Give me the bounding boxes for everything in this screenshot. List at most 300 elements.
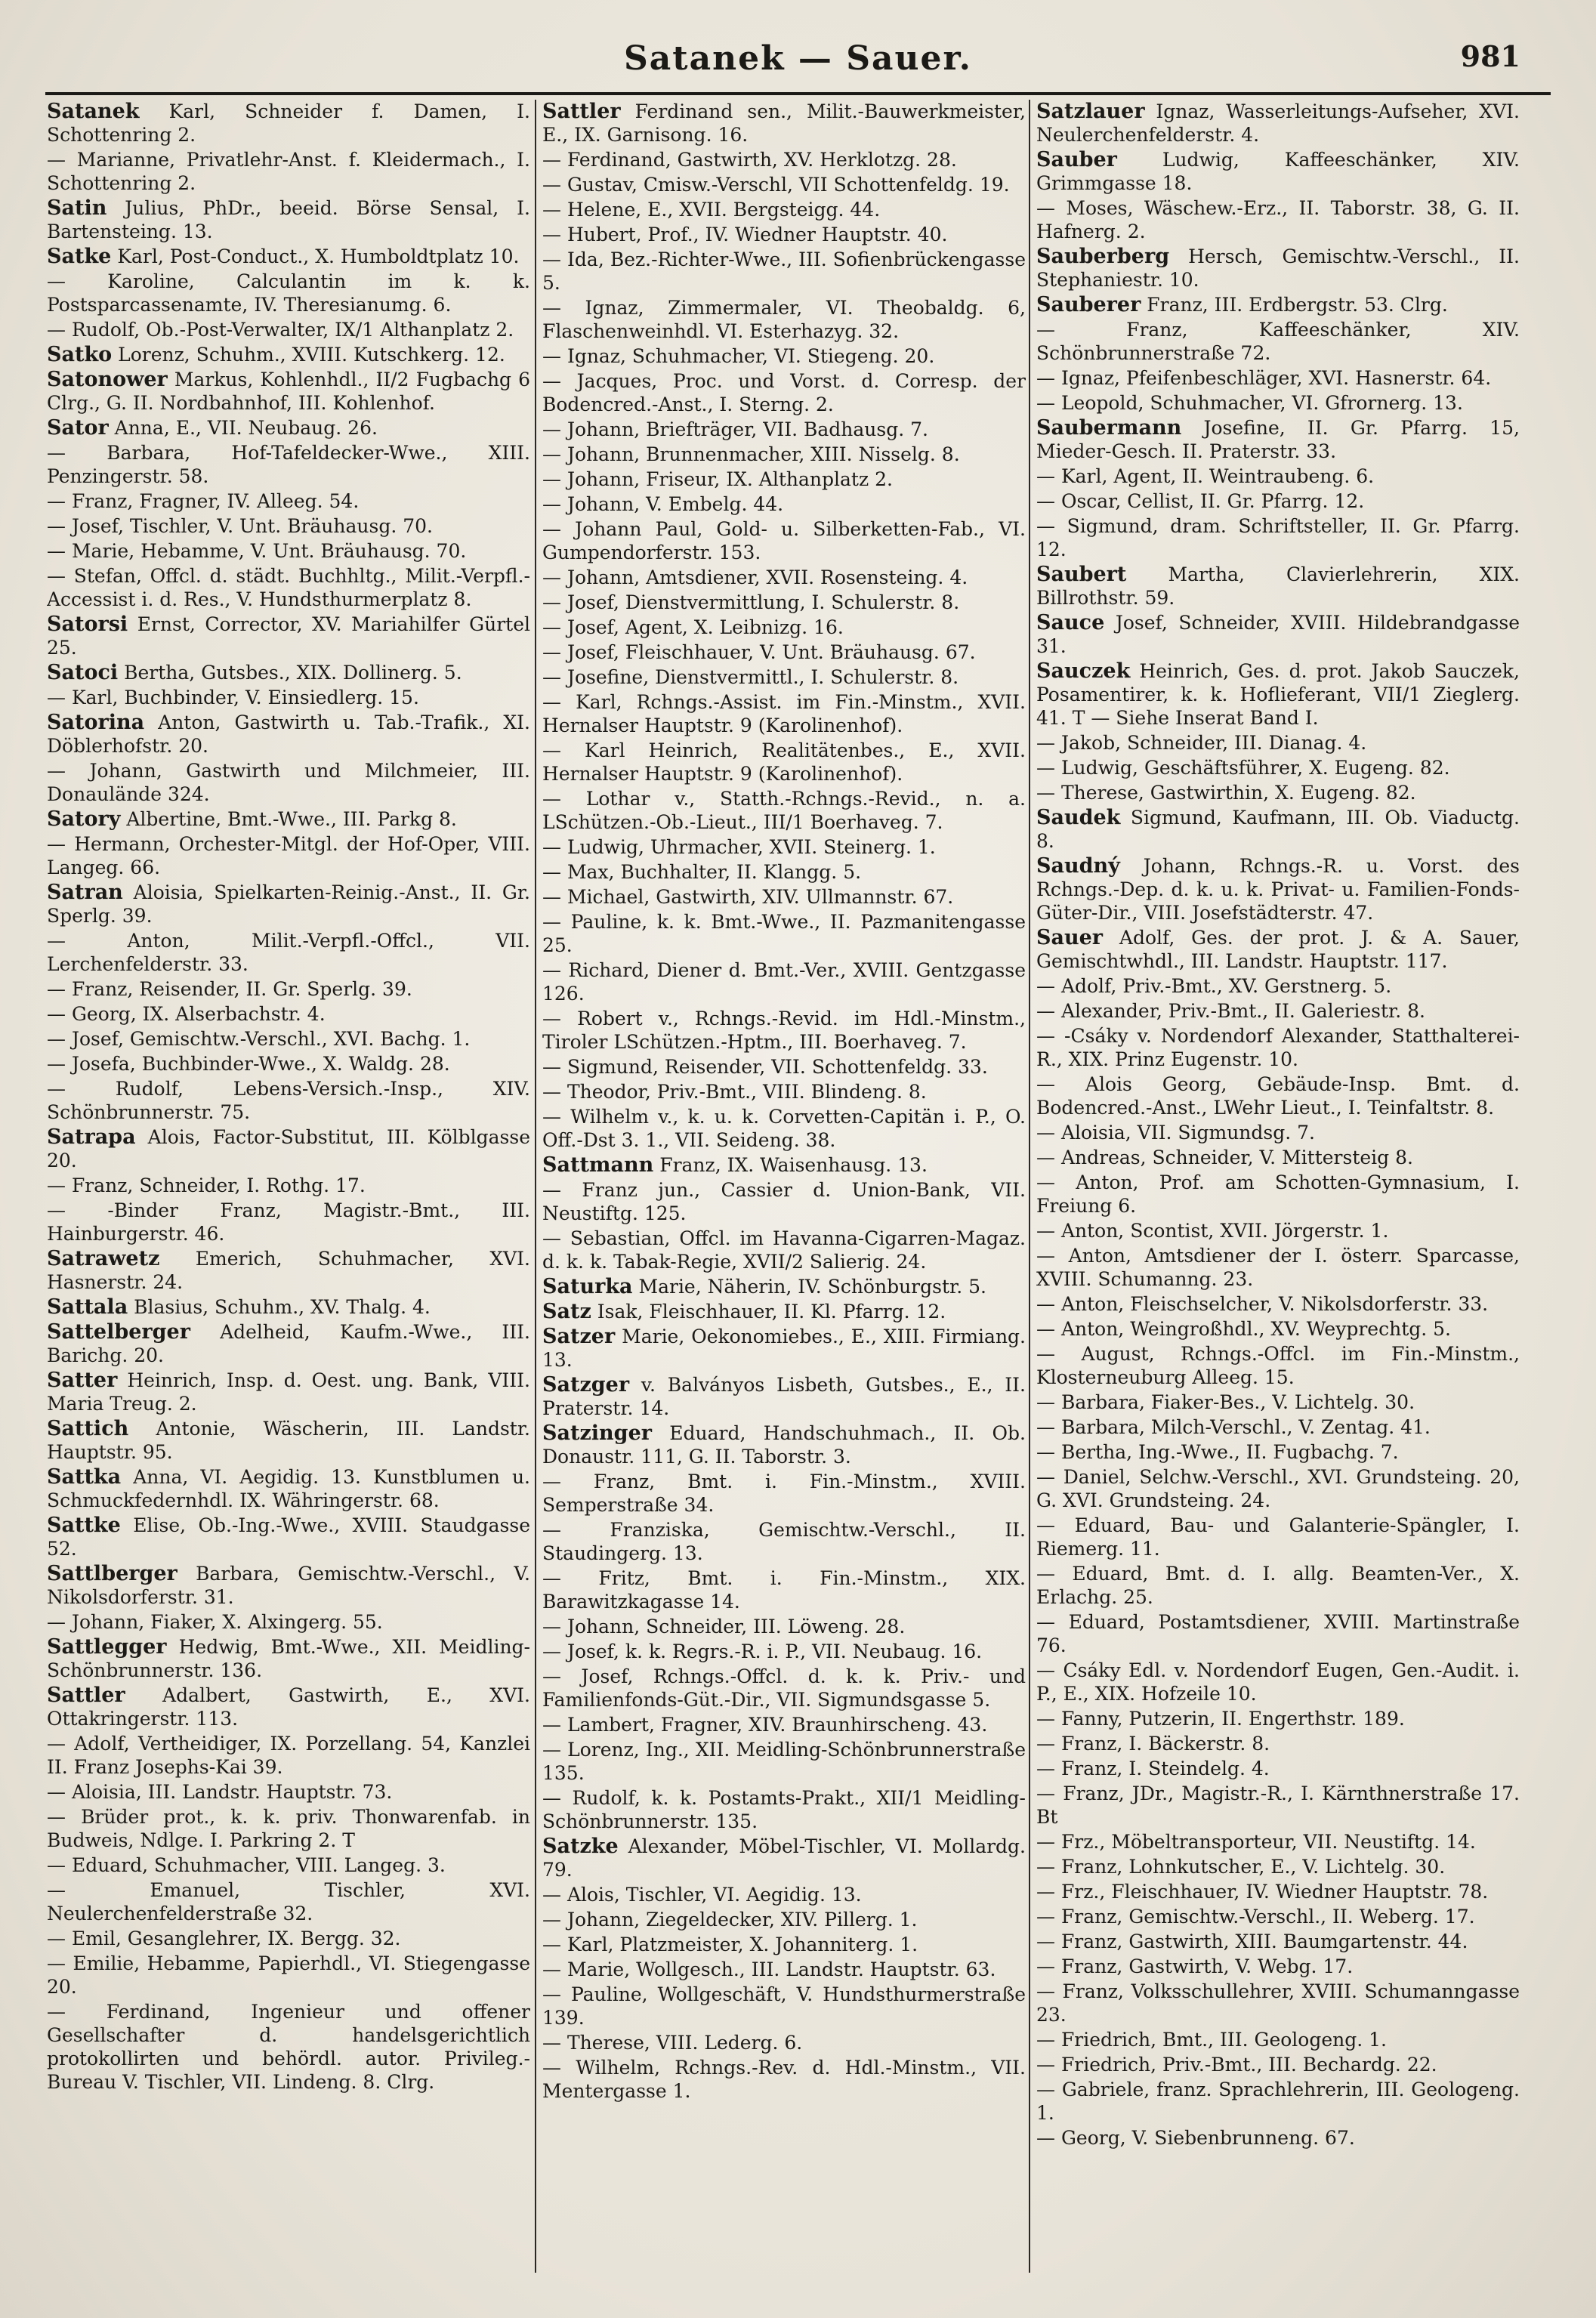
directory-entry — [1036, 1292, 1520, 1316]
directory-entry — [542, 100, 1026, 147]
entry-surname: Sattmann — [542, 1153, 654, 1177]
entry-surname: Sattlberger — [47, 1562, 178, 1585]
directory-entry — [542, 739, 1026, 786]
entry-surname: Sattka — [47, 1465, 122, 1489]
entry-text: Josef, k. k. Regrs.-R. i. P., VII. Neubaug. 16. — [566, 1641, 983, 1662]
entry-text: Johann, Fiaker, X. Alxingerg. 55. — [71, 1611, 383, 1633]
entry-text: Johann, V. Embelg. 44. — [566, 493, 784, 515]
page-header — [45, 39, 1551, 92]
directory-entry — [1036, 2078, 1520, 2125]
directory-entry — [542, 1615, 1026, 1638]
entry-text: Emilie, Hebamme, Papierhdl., VI. Stiegengasse 20. — [47, 1952, 530, 1998]
page-title: Satanek — Sauer. — [624, 39, 972, 78]
entry-text: Marie, Näherin, IV. Schönburgstr. 5. — [638, 1276, 986, 1298]
directory-entry — [1036, 148, 1520, 195]
entry-text: Josef, Agent, X. Leibnizg. 16. — [566, 616, 844, 638]
entry-text: Adolf, Vertheidiger, IX. Porzellang. 54, Kanzlei II. Franz Josephs-Kai 39. — [47, 1733, 530, 1778]
entry-text: Johann, Amtsdiener, XVII. Rosensteing. 4. — [566, 566, 968, 588]
directory-entry — [1036, 1244, 1520, 1291]
entry-text: Anna, E., VII. Neubaug. 26. — [114, 417, 378, 439]
entry-surname: Sattlegger — [47, 1635, 167, 1659]
entry-text: Anton, Gastwirth u. Tab.-Trafik., XI. Döblerhofstr. 20. — [47, 711, 530, 757]
directory-entry — [47, 1077, 530, 1124]
entry-text: Emil, Gesanglehrer, IX. Bergg. 32. — [71, 1928, 401, 1949]
entry-text: Richard, Diener d. Bmt.-Ver., XVIII. Gentzgasse 126. — [542, 959, 1026, 1005]
entry-text: Josef, Dienstvermittlung, I. Schulerstr. 8. — [566, 591, 960, 613]
entry-surname: Sattler — [47, 1684, 125, 1707]
entry-text: Ferdinand sen., Milit.-Bauwerkmeister, E., IX. Garnisong. 16. — [542, 100, 1026, 146]
directory-entry — [47, 2000, 530, 2094]
entry-text: Ferdinand, Ingenieur und offener Gesellschafter d. handelsgerichtlich protokollirten und behördl. autor. Privileg.-Bureau V. Tischler, VII. Lindeng. 8. Clrg. — [47, 2001, 530, 2093]
entry-text: August, Rchngs.-Offcl. im Fin.-Minstm., Klosterneuburg Alleeg. 15. — [1036, 1343, 1520, 1388]
entry-text: Johann, Rchngs.-R. u. Vorst. des Rchngs.-Dep. d. k. u. k. Privat- u. Familien-Fonds-Güter-Dir., VIII. Josefstädterstr. 47. — [1036, 855, 1520, 924]
entry-text: Ignaz, Schuhmacher, VI. Stiegeng. 20. — [566, 345, 935, 367]
entry-surname: Sattala — [47, 1295, 128, 1319]
directory-entry — [1036, 318, 1520, 365]
entry-text: Karl, Schneider f. Damen, I. Schottenring 2. — [47, 100, 530, 146]
entry-text: Oscar, Cellist, II. Gr. Pfarrg. 12. — [1060, 490, 1365, 512]
entry-text: Alois, Tischler, VI. Aegidig. 13. — [566, 1884, 862, 1906]
entry-text: Wilhelm, Rchngs.-Rev. d. Hdl.-Minstm., VII. Mentergasse 1. — [542, 2057, 1026, 2102]
directory-entry — [542, 1640, 1026, 1663]
entry-text: Wilhelm v., k. u. k. Corvetten-Capitän i. P., O. Off.-Dst 3. 1., VII. Seideng. 38. — [542, 1106, 1026, 1151]
directory-entry — [47, 100, 530, 147]
entry-text: Hubert, Prof., IV. Wiedner Hauptstr. 40. — [566, 224, 948, 245]
directory-entry — [1036, 1342, 1520, 1389]
entry-text: Leopold, Schuhmacher, VI. Gfrornerg. 13. — [1060, 392, 1463, 414]
directory-entry — [1036, 611, 1520, 658]
entry-text: Anton, Amtsdiener der I. österr. Sparcasse, XVIII. Schumanng. 23. — [1036, 1245, 1520, 1290]
entry-surname: Sattler — [542, 100, 621, 123]
directory-entry — [542, 591, 1026, 614]
directory-entry — [542, 1665, 1026, 1711]
directory-entry — [542, 1983, 1026, 2029]
directory-entry — [542, 1105, 1026, 1152]
entry-surname: Satter — [47, 1369, 118, 1392]
entry-text: Lorenz, Ing., XII. Meidling-Schönbrunnerstraße 135. — [542, 1739, 1026, 1784]
entry-text: Karl, Buchbinder, V. Einsiedlerg. 15. — [71, 687, 419, 708]
entry-text: Anna, VI. Aegidig. 13. Kunstblumen u. Schmuckfedernhdl. IX. Währingerstr. 68. — [47, 1466, 530, 1511]
entry-text: Sigmund, dram. Schriftsteller, II. Gr. Pfarrg. 12. — [1036, 515, 1520, 560]
entry-surname: Saubert — [1036, 563, 1127, 586]
directory-entry — [1036, 854, 1520, 924]
directory-entry — [1036, 514, 1520, 561]
entry-text: Karl, Agent, II. Weintraubeng. 6. — [1060, 465, 1375, 487]
directory-entry — [1036, 1317, 1520, 1341]
directory-entry — [47, 1952, 530, 1999]
directory-entry — [542, 1958, 1026, 1981]
directory-entry — [47, 977, 530, 1001]
entry-text: Franz, Gemischtw.-Verschl., II. Weberg. 17. — [1060, 1906, 1475, 1928]
directory-entry — [47, 564, 530, 611]
directory-entry — [1036, 1171, 1520, 1218]
entry-text: Franz jun., Cassier d. Union-Bank, VII. Neustiftg. 125. — [542, 1179, 1026, 1224]
directory-entry — [1036, 416, 1520, 463]
page-number: 981 — [1460, 39, 1520, 73]
entry-text: Robert v., Rchngs.-Revid. im Hdl.-Minstm., Tiroler LSchützen.-Hptm., III. Boerhaveg. 7. — [542, 1008, 1026, 1053]
entry-surname: Saturka — [542, 1275, 633, 1298]
directory-entry — [1036, 1930, 1520, 1953]
entry-text: Johann, Schneider, III. Löweng. 28. — [566, 1616, 906, 1637]
entry-text: Barbara, Fiaker-Bes., V. Lichtelg. 30. — [1060, 1391, 1415, 1413]
entry-text: Marie, Wollgesch., III. Landstr. Hauptstr. 63. — [566, 1958, 996, 1980]
directory-entry — [47, 1514, 530, 1560]
directory-entry — [542, 1373, 1026, 1420]
directory-entry — [1036, 196, 1520, 243]
entry-text: -Binder Franz, Magistr.-Bmt., III. Hainburgerstr. 46. — [47, 1199, 530, 1245]
directory-entry — [47, 1780, 530, 1804]
entry-text: Marianne, Privatlehr-Anst. f. Kleidermach., I. Schottenring 2. — [47, 149, 530, 194]
directory-entry — [47, 1465, 530, 1512]
entry-surname: Sator — [47, 416, 109, 440]
entry-text: Eduard, Handschuhmach., II. Ob. Donaustr. 111, G. II. Taborstr. 3. — [542, 1422, 1026, 1468]
entry-text: Ferdinand, Gastwirth, XV. Herklotzg. 28. — [566, 149, 957, 171]
directory-entry — [1036, 999, 1520, 1023]
entry-text: Franz, Kaffeeschänker, XIV. Schönbrunnerstraße 72. — [1036, 319, 1520, 364]
entry-text: Franz, Volksschullehrer, XVIII. Schumanngasse 23. — [1036, 1980, 1520, 2026]
entry-text: Josefa, Buchbinder-Wwe., X. Waldg. 28. — [71, 1053, 450, 1075]
directory-entry — [542, 566, 1026, 589]
directory-entry — [1036, 1880, 1520, 1903]
entry-text: Karl, Platzmeister, X. Johanniterg. 1. — [566, 1934, 918, 1955]
entry-text: Josef, Schneider, XVIII. Hildebrandgasse 31. — [1036, 612, 1520, 657]
directory-entry — [542, 1566, 1026, 1613]
directory-entry — [1036, 1390, 1520, 1414]
entry-surname: Sattelberger — [47, 1320, 190, 1344]
directory-entry — [47, 1174, 530, 1197]
directory-entry — [1036, 293, 1520, 316]
directory-entry — [1036, 974, 1520, 998]
entry-surname: Satke — [47, 245, 112, 268]
directory-entry — [47, 1295, 530, 1319]
entry-text: Emerich, Schuhmacher, XVI. Hasnerstr. 24. — [47, 1248, 530, 1293]
entry-surname: Sauer — [1036, 926, 1104, 949]
directory-entry — [1036, 1659, 1520, 1705]
entry-text: Markus, Kohlenhdl., II/2 Fugbachg 6 Clrg., G. II. Nordbahnhof, III. Kohlenhof. — [47, 369, 530, 414]
entry-text: Ignaz, Pfeifenbeschläger, XVI. Hasnerstr. 64. — [1060, 367, 1492, 389]
directory-entry — [1036, 1121, 1520, 1144]
entry-text: Marie, Hebamme, V. Unt. Bräuhausg. 70. — [71, 540, 467, 562]
entry-text: Jacques, Proc. und Vorst. d. Corresp. der Bodencred.-Anst., I. Sterng. 2. — [542, 370, 1026, 415]
entry-text: Sebastian, Offcl. im Havanna-Cigarren-Magaz. d. k. k. Tabak-Regie, XVII/2 Salierig. 24. — [542, 1227, 1026, 1273]
directory-entry — [47, 1562, 530, 1609]
entry-text: Fritz, Bmt. i. Fin.-Minstm., XIX. Barawitzkagasse 14. — [542, 1567, 1026, 1613]
entry-text: Ida, Bez.-Richter-Wwe., III. Sofienbrückengasse 5. — [542, 248, 1026, 294]
directory-entry — [542, 885, 1026, 909]
entry-text: Anton, Fleischselcher, V. Nikolsdorferstr. 33. — [1060, 1293, 1489, 1315]
directory-entry — [542, 173, 1026, 196]
entry-text: -Csáky v. Nordendorf Alexander, Statthalterei-R., XIX. Prinz Eugenstr. 10. — [1036, 1025, 1520, 1070]
directory-entry — [47, 1732, 530, 1779]
directory-entry — [47, 661, 530, 684]
entry-surname: Satin — [47, 196, 107, 220]
entry-text: Hedwig, Bmt.-Wwe., XII. Meidling-Schönbrunnerstr. 136. — [47, 1636, 530, 1681]
entry-text: Frz., Fleischhauer, IV. Wiedner Hauptstr. 78. — [1060, 1881, 1489, 1903]
entry-text: Franz, I. Steindelg. 4. — [1060, 1758, 1270, 1779]
entry-text: Johann, Friseur, IX. Althanplatz 2. — [566, 468, 893, 490]
directory-entry — [47, 686, 530, 709]
directory-entry — [47, 245, 530, 268]
directory-entry — [542, 443, 1026, 466]
column-3 — [1036, 100, 1520, 2273]
entry-text: Franz, Reisender, II. Gr. Sperlg. 39. — [71, 978, 412, 1000]
directory-entry — [542, 1325, 1026, 1372]
directory-entry — [1036, 1219, 1520, 1242]
entry-text: Franz, Bmt. i. Fin.-Minstm., XVIII. Semperstraße 34. — [542, 1471, 1026, 1516]
directory-entry — [542, 1178, 1026, 1225]
entry-text: Barbara, Hof-Tafeldecker-Wwe., XIII. Penzingerstr. 58. — [47, 442, 530, 487]
directory-entry — [47, 1878, 530, 1925]
directory-entry — [542, 860, 1026, 884]
directory-entry — [47, 1635, 530, 1682]
entry-surname: Saudný — [1036, 854, 1120, 878]
directory-entry — [47, 1052, 530, 1076]
entry-text: Franz, Gastwirth, XIII. Baumgartenstr. 44. — [1060, 1931, 1468, 1952]
directory-entry — [542, 418, 1026, 441]
directory-entry — [1036, 1905, 1520, 1928]
directory-entry — [1036, 1415, 1520, 1439]
directory-entry — [542, 344, 1026, 368]
entry-text: Lambert, Fragner, XIV. Braunhirscheng. 43. — [566, 1714, 988, 1736]
entry-text: Emanuel, Tischler, XVI. Neulerchenfelderstraße 32. — [47, 1879, 530, 1924]
directory-entry — [542, 1518, 1026, 1565]
directory-entry — [542, 640, 1026, 664]
directory-entry — [1036, 1980, 1520, 2026]
directory-entry — [542, 1007, 1026, 1054]
entry-text: Albertine, Bmt.-Wwe., III. Parkg 8. — [126, 808, 457, 830]
column-divider — [1029, 100, 1030, 2273]
directory-entry — [47, 1805, 530, 1852]
entry-surname: Satorina — [47, 711, 145, 734]
directory-entry — [1036, 926, 1520, 973]
directory-entry — [542, 787, 1026, 834]
entry-text: Hermann, Orchester-Mitgl. der Hof-Oper, VIII. Langeg. 66. — [47, 833, 530, 878]
directory-entry — [542, 1153, 1026, 1177]
directory-entry — [542, 1738, 1026, 1785]
directory-entry — [1036, 366, 1520, 390]
directory-entry — [542, 616, 1026, 639]
entry-text: Barbara, Gemischtw.-Verschl., V. Nikolsdorferstr. 31. — [47, 1563, 530, 1608]
entry-text: Alois Georg, Gebäude-Insp. Bmt. d. Bodencred.-Anst., LWehr Lieut., I. Teinfaltstr. 8. — [1036, 1073, 1520, 1119]
entry-text: Barbara, Milch-Verschl., V. Zentag. 41. — [1060, 1416, 1431, 1438]
directory-entry — [1036, 1732, 1520, 1755]
directory-entry — [47, 1027, 530, 1051]
entry-surname: Satrapa — [47, 1125, 136, 1149]
entry-text: Eduard, Postamtsdiener, XVIII. Martinstraße 76. — [1036, 1611, 1520, 1656]
entry-text: Heinrich, Insp. d. Oest. ung. Bank, VIII. Maria Treug. 2. — [47, 1369, 530, 1415]
entry-text: Jakob, Schneider, III. Dianag. 4. — [1060, 732, 1367, 754]
directory-entry — [542, 198, 1026, 221]
entry-surname: Satzlauer — [1036, 100, 1145, 123]
entry-surname: Satzinger — [542, 1421, 652, 1445]
entry-text: Anton, Weingroßhdl., XV. Weyprechtg. 5. — [1060, 1318, 1451, 1340]
directory-entry — [1036, 2028, 1520, 2051]
directory-entry — [47, 711, 530, 758]
entry-surname: Satonower — [47, 368, 168, 391]
entry-text: Gustav, Cmisw.-Verschl, VII Schottenfeldg. 19. — [566, 174, 1010, 196]
directory-entry — [542, 223, 1026, 246]
entry-text: Franz, Fragner, IV. Alleeg. 54. — [71, 490, 360, 512]
directory-entry — [1036, 1855, 1520, 1878]
directory-entry — [542, 296, 1026, 343]
entry-text: Georg, V. Siebenbrunneng. 67. — [1060, 2127, 1355, 2149]
directory-entry — [47, 368, 530, 415]
directory-entry — [47, 1199, 530, 1245]
entry-surname: Satran — [47, 881, 123, 904]
directory-entry — [1036, 731, 1520, 755]
entry-text: Ernst, Corrector, XV. Mariahilfer Gürtel 25. — [47, 613, 530, 659]
directory-entry — [47, 1927, 530, 1950]
directory-entry — [1036, 1782, 1520, 1829]
directory-entry — [47, 1125, 530, 1172]
directory-entry — [1036, 1830, 1520, 1853]
entry-text: Csáky Edl. v. Nordendorf Eugen, Gen.-Audit. i. P., E., XIX. Hofzeile 10. — [1036, 1659, 1520, 1705]
entry-text: Anton, Prof. am Schotten-Gymnasium, I. Freiung 6. — [1036, 1171, 1520, 1217]
entry-text: Karl, Post-Conduct., X. Humboldtplatz 10. — [117, 245, 520, 267]
entry-text: Johann Paul, Gold- u. Silberketten-Fab., VI. Gumpendorferstr. 153. — [542, 518, 1026, 563]
directory-entry — [542, 1835, 1026, 1881]
directory-entry — [1036, 1514, 1520, 1560]
entry-surname: Sattich — [47, 1417, 129, 1440]
directory-entry — [542, 835, 1026, 859]
directory-entry — [542, 1275, 1026, 1298]
directory-entry — [1036, 756, 1520, 779]
entry-text: Bertha, Gutsbes., XIX. Dollinerg. 5. — [124, 662, 462, 684]
directory-entry — [542, 517, 1026, 564]
entry-surname: Sauberberg — [1036, 245, 1170, 268]
entry-text: Aloisia, VII. Sigmundsg. 7. — [1060, 1122, 1315, 1144]
directory-entry — [47, 514, 530, 538]
entry-text: Aloisia, III. Landstr. Hauptstr. 73. — [71, 1781, 393, 1803]
entry-text: Johann, Brunnenmacher, XIII. Nisselg. 8. — [566, 443, 960, 465]
entry-text: Andreas, Schneider, V. Mittersteig 8. — [1060, 1147, 1413, 1168]
entry-text: Ludwig, Geschäftsführer, X. Eugeng. 82. — [1060, 757, 1450, 779]
entry-text: Josefine, Dienstvermittl., I. Schulerstr. 8. — [566, 666, 959, 688]
entry-text: Alexander, Priv.-Bmt., II. Galeriestr. 8. — [1060, 1000, 1425, 1022]
directory-entry — [47, 1853, 530, 1877]
directory-entry — [47, 343, 530, 366]
entry-text: Anton, Scontist, XVII. Jörgerstr. 1. — [1060, 1220, 1389, 1242]
entry-text: Anton, Milit.-Verpfl.-Offcl., VII. Lerchenfelderstr. 33. — [47, 930, 530, 975]
directory-entry — [1036, 1707, 1520, 1730]
directory-entry — [47, 1320, 530, 1367]
entry-text: Rudolf, k. k. Postamts-Prakt., XII/1 Meidling-Schönbrunnerstr. 135. — [542, 1787, 1026, 1832]
directory-entry — [1036, 245, 1520, 292]
entry-surname: Satko — [47, 343, 113, 366]
directory-entry — [542, 1300, 1026, 1323]
entry-text: Franz, Lohnkutscher, E., V. Lichtelg. 30. — [1060, 1856, 1446, 1878]
directory-entry — [1036, 1955, 1520, 1978]
directory-entry — [1036, 1073, 1520, 1119]
entry-text: Moses, Wäschew.-Erz., II. Taborstr. 38, G. II. Hafnerg. 2. — [1036, 197, 1520, 242]
directory-entry — [1036, 781, 1520, 804]
entry-surname: Saubermann — [1036, 416, 1182, 440]
directory-entry — [1036, 100, 1520, 147]
entry-text: Brüder prot., k. k. priv. Thonwarenfab. in Budweis, Ndlge. I. Parkring 2. T — [47, 1806, 530, 1851]
directory-entry — [47, 416, 530, 440]
directory-entry — [1036, 1146, 1520, 1169]
directory-entry — [47, 148, 530, 195]
entry-surname: Satorsi — [47, 613, 128, 636]
entry-text: Johann, Gastwirth und Milchmeier, III. Donaulände 324. — [47, 760, 530, 805]
entry-text: Antonie, Wäscherin, III. Landstr. Hauptstr. 95. — [47, 1418, 530, 1463]
entry-text: Josefine, II. Gr. Pfarrg. 15, Mieder-Gesch. II. Praterstr. 33. — [1036, 417, 1520, 462]
directory-entry — [47, 1002, 530, 1026]
entry-text: Aloisia, Spielkarten-Reinig.-Anst., II. Gr. Sperlg. 39. — [47, 881, 530, 927]
directory-entry — [47, 1247, 530, 1294]
entry-text: Sigmund, Kaufmann, III. Ob. Viaductg. 8. — [1036, 807, 1520, 852]
directory-entry — [542, 1055, 1026, 1079]
entry-text: Rudolf, Ob.-Post-Verwalter, IX/1 Althanplatz 2. — [71, 319, 514, 341]
entry-text: Heinrich, Ges. d. prot. Jakob Sauczek, Posamentirer, k. k. Hoflieferant, VII/1 Zieglerg. 41. T — Siehe Inserat Band I. — [1036, 660, 1520, 729]
directory-entry — [542, 1080, 1026, 1103]
entry-text: Frz., Möbeltransporteur, VII. Neustiftg. 14. — [1060, 1831, 1476, 1853]
directory-entry — [47, 270, 530, 316]
entry-surname: Satzger — [542, 1373, 630, 1397]
directory-entry — [542, 2031, 1026, 2054]
entry-text: Stefan, Offcl. d. städt. Buchhltg., Milit.-Verpfl.-Accessist i. d. Res., V. Hundsthurmerplatz 8. — [47, 565, 530, 610]
entry-text: Georg, IX. Alserbachstr. 4. — [71, 1003, 326, 1025]
directory-entry — [1036, 563, 1520, 610]
entry-text: Franz, I. Bäckerstr. 8. — [1060, 1733, 1270, 1755]
directory-entry — [47, 807, 530, 831]
directory-entry — [542, 1227, 1026, 1273]
entry-text: Therese, VIII. Lederg. 6. — [566, 2032, 803, 2054]
entry-text: Bertha, Ing.-Wwe., II. Fugbachg. 7. — [1060, 1441, 1399, 1463]
directory-entry — [542, 369, 1026, 416]
entry-surname: Saudek — [1036, 806, 1121, 829]
entry-surname: Sauber — [1036, 148, 1117, 171]
entry-text: Friedrich, Priv.-Bmt., III. Bechardg. 22. — [1060, 2054, 1437, 2076]
entry-text: Franziska, Gemischtw.-Verschl., II. Staudingerg. 13. — [542, 1519, 1026, 1564]
directory-entry — [47, 441, 530, 488]
entry-text: Pauline, k. k. Bmt.-Wwe., II. Pazmanitengasse 25. — [542, 911, 1026, 956]
header-rule — [45, 92, 1551, 95]
directory-entry — [47, 613, 530, 659]
entry-surname: Satzke — [542, 1835, 619, 1858]
entry-text: Franz, IX. Waisenhausg. 13. — [659, 1154, 928, 1176]
entry-text: Adalbert, Gastwirth, E., XVI. Ottakringerstr. 113. — [47, 1684, 530, 1730]
directory-entry — [47, 1417, 530, 1464]
directory-entry — [1036, 2126, 1520, 2150]
entry-text: Michael, Gastwirth, XIV. Ullmannstr. 67. — [566, 886, 954, 908]
directory-entry — [47, 1610, 530, 1634]
directory-entry — [542, 1470, 1026, 1517]
entry-text: Eduard, Bmt. d. I. allg. Beamten-Ver., X. Erlachg. 25. — [1036, 1563, 1520, 1608]
entry-text: Elise, Ob.-Ing.-Wwe., XVIII. Staudgasse 52. — [47, 1514, 530, 1560]
entry-text: Franz, III. Erdbergstr. 53. Clrg. — [1147, 294, 1448, 316]
entry-surname: Satory — [47, 807, 121, 831]
entry-surname: Sattke — [47, 1514, 121, 1537]
directory-entry — [47, 881, 530, 928]
entry-text: Karoline, Calculantin im k. k. Postsparcassenamte, IV. Theresianumg. 6. — [47, 270, 530, 316]
directory-entry — [47, 1369, 530, 1415]
entry-text: Josef, Fleischhauer, V. Unt. Bräuhausg. 67. — [566, 641, 976, 663]
directory-entry — [1036, 1757, 1520, 1780]
directory-entry — [542, 1908, 1026, 1931]
entry-text: Daniel, Selchw.-Verschl., XVI. Grundsteing. 20, G. XVI. Grundsteing. 24. — [1036, 1466, 1520, 1511]
entry-text: Eduard, Schuhmacher, VIII. Langeg. 3. — [71, 1854, 446, 1876]
directory-entry — [1036, 659, 1520, 730]
entry-text: Eduard, Bau- und Galanterie-Spängler, I. Riemerg. 11. — [1036, 1514, 1520, 1560]
entry-text: Karl, Rchngs.-Assist. im Fin.-Minstm., XVII. Hernalser Hauptstr. 9 (Karolinenhof). — [542, 691, 1026, 736]
entry-text: Lothar v., Statth.-Rchngs.-Revid., n. a. LSchützen.-Ob.-Lieut., III/1 Boerhaveg. 7. — [542, 788, 1026, 833]
directory-entry — [1036, 1024, 1520, 1071]
entry-text: Ludwig, Uhrmacher, XVII. Steinerg. 1. — [566, 836, 936, 858]
directory-entry — [542, 1883, 1026, 1906]
directory-entry — [542, 1421, 1026, 1468]
entry-text: Alexander, Möbel-Tischler, VI. Mollardg. 79. — [542, 1835, 1026, 1881]
